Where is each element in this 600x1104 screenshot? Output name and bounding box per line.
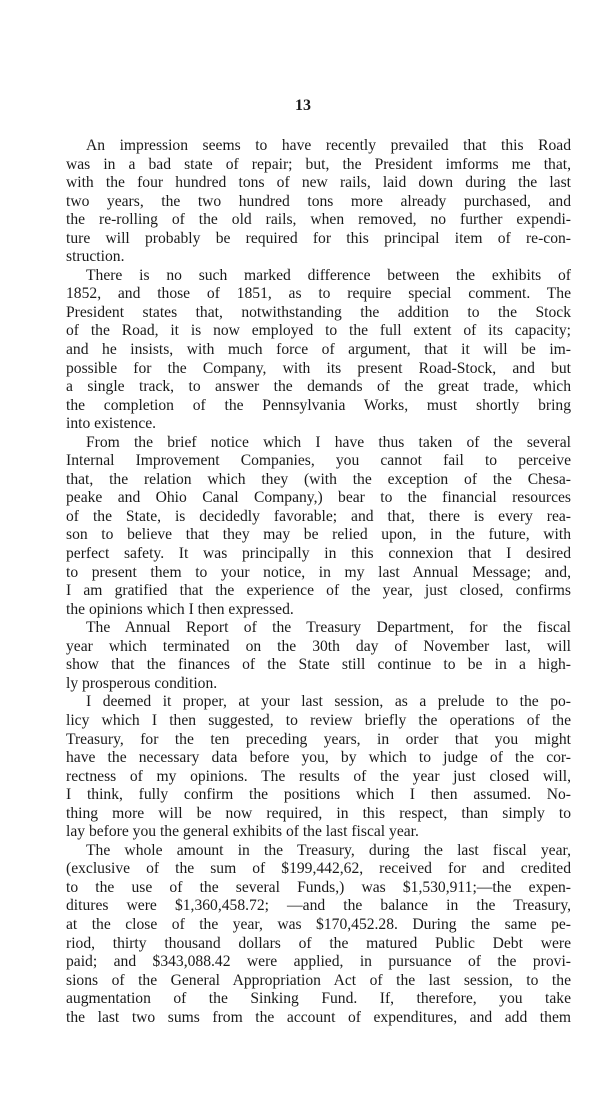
- text-line: a single track, to answer the demands of the great trade, which: [66, 378, 571, 396]
- text-line: licy which I then suggested, to review briefly the operations of the: [66, 711, 571, 729]
- paragraph: [66, 434, 571, 619]
- text-line: 1852, and those of 1851, as to require special comment. The: [66, 285, 571, 303]
- paragraph: [66, 137, 571, 267]
- text-line: An impression seems to have recently prevailed that this Road: [86, 137, 571, 154]
- text-line: I deemed it proper, at your last session, as a prelude to the po-: [86, 693, 571, 711]
- text-line: Internal Improvement Companies, you cannot fail to perceive: [66, 452, 571, 470]
- text-line: peake and Ohio Canal Company,) bear to the financial resources: [66, 489, 571, 507]
- text-line: and he insists, with much force of argument, that it will be im-: [66, 341, 571, 359]
- text-line: I am gratified that the experience of the year, just closed, confirms: [66, 582, 571, 600]
- text-line: (exclusive of the sum of $199,442,62, received for and credited: [66, 860, 571, 878]
- text-line: the last two sums from the account of expenditures, and add them: [66, 1008, 571, 1026]
- text-line: the opinions which I then expressed.: [66, 600, 294, 618]
- text-line: with the four hundred tons of new rails, laid down during the last: [66, 174, 571, 192]
- text-line: at the close of the year, was $170,452.28. During the same pe-: [66, 915, 571, 933]
- text-line: The whole amount in the Treasury, during the last fiscal year,: [86, 841, 571, 859]
- text-line: ditures were $1,360,458.72; —and the balance in the Treasury,: [66, 897, 571, 915]
- text-line: The Annual Report of the Treasury Department, for the fiscal: [86, 619, 571, 637]
- text-line: sions of the General Appropriation Act of the last session, to the: [66, 971, 571, 989]
- text-line: to present them to your notice, in my last Annual Message; and,: [66, 563, 571, 581]
- page-number: 13: [295, 97, 311, 114]
- text-line: augmentation of the Sinking Fund. If, therefore, you take: [66, 990, 571, 1008]
- text-line: riod, thirty thousand dollars of the matured Public Debt were: [66, 934, 571, 952]
- text-line: paid; and $343,088.42 were applied, in pursuance of the provi-: [66, 953, 571, 971]
- text-line: son to believe that they may be relied upon, in the future, with: [66, 526, 571, 544]
- paragraph: [66, 842, 571, 1027]
- text-line: was in a bad state of repair; but, the President imforms me that,: [66, 155, 571, 173]
- text-line: the completion of the Pennsylvania Works, must shortly bring: [66, 396, 571, 414]
- text-line: the re-rolling of the old rails, when removed, no further expendi-: [66, 211, 571, 229]
- text-line: struction.: [66, 248, 125, 266]
- text-line: show that the finances of the State still continue to be in a high-: [66, 656, 571, 674]
- text-line: that, the relation which they (with the exception of the Chesa-: [66, 470, 571, 488]
- text-line: There is no such marked difference between the exhibits of: [86, 266, 571, 284]
- text-line: Treasury, for the ten preceding years, in order that you might: [66, 730, 571, 748]
- paragraph: [66, 267, 571, 434]
- text-line: thing more will be now required, in this respect, than simply to: [66, 804, 571, 822]
- text-line: I think, fully confirm the positions which I then assumed. No-: [66, 786, 571, 804]
- text-line: President states that, notwithstanding the addition to the Stock: [66, 303, 571, 321]
- text-line: ly prosperous condition.: [66, 674, 218, 692]
- text-line: year which terminated on the 30th day of November last, will: [66, 637, 571, 655]
- text-line: perfect safety. It was principally in this connexion that I desired: [66, 545, 571, 563]
- text-line: have the necessary data before you, by which to judge of the cor-: [66, 749, 571, 767]
- text-line: into existence.: [66, 415, 157, 433]
- paragraph: [66, 619, 571, 693]
- text-line: two years, the two hundred tons more already purchased, and: [66, 192, 571, 210]
- body-text: [66, 137, 571, 1027]
- text-line: rectness of my opinions. The results of the year just closed will,: [66, 767, 571, 785]
- text-line: of the State, is decidedly favorable; and that, there is every rea-: [66, 507, 571, 525]
- text-line: ture will probably be required for this principal item of re-con-: [66, 229, 571, 247]
- text-line: lay before you the general exhibits of the last fiscal year.: [66, 823, 419, 841]
- paragraph: [66, 693, 571, 841]
- text-line: to the use of the several Funds,) was $1,530,911;—the expen-: [66, 878, 571, 896]
- text-line: From the brief notice which I have thus taken of the several: [86, 433, 571, 451]
- text-line: possible for the Company, with its present Road-Stock, and but: [66, 359, 571, 377]
- text-line: of the Road, it is now employed to the full extent of its capacity;: [66, 322, 571, 340]
